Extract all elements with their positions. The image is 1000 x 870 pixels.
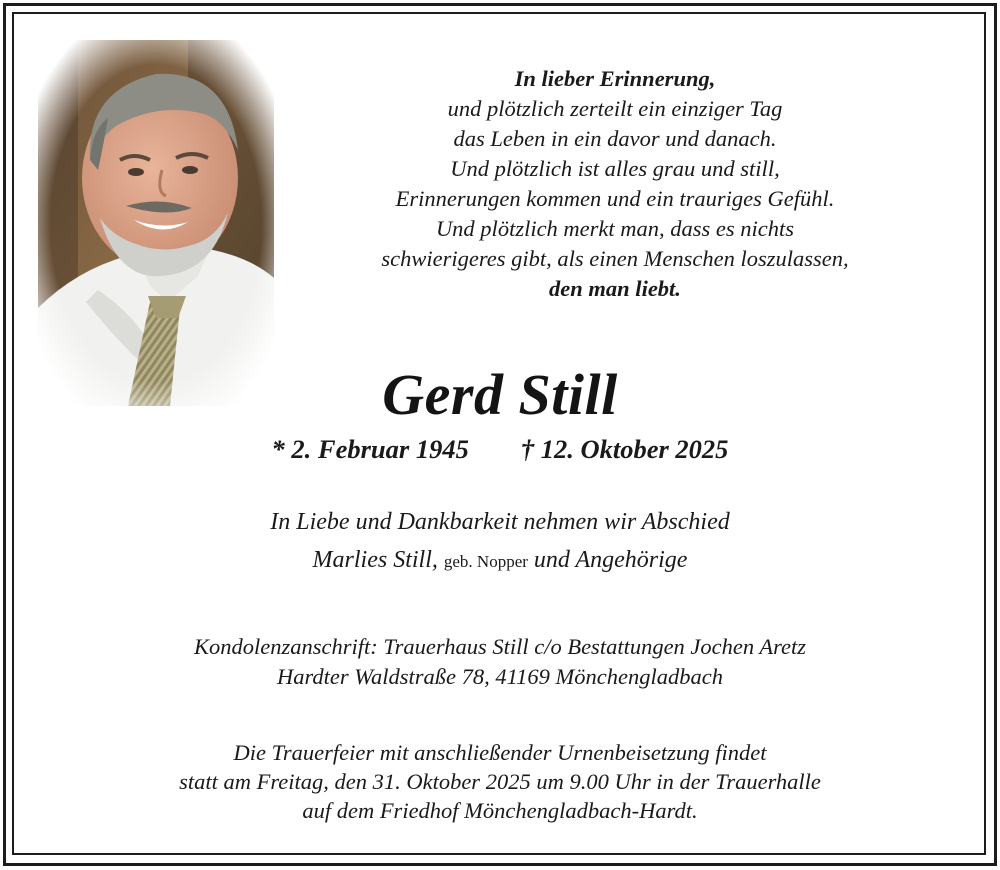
relatives-text: und Angehörige (533, 547, 688, 573)
poem-line: Und plötzlich ist alles grau und still, (450, 156, 780, 181)
poem-line: Und plötzlich merkt man, dass es nichts (435, 216, 795, 241)
poem-line: schwierigeres gibt, als einen Menschen loszulassen, (381, 246, 849, 271)
maiden-name: geb. Nopper (443, 552, 528, 571)
portrait-image (38, 40, 274, 406)
funeral-service-info (0, 738, 1000, 825)
farewell-section (0, 503, 1000, 581)
condolence-address (0, 632, 1000, 692)
farewell-line: In Liebe und Dankbarkeit nehmen wir Abschied (270, 509, 730, 535)
poem-closing: den man liebt. (549, 276, 681, 301)
poem-line: das Leben in ein davor und danach. (453, 126, 777, 151)
service-line: Die Trauerfeier mit anschließender Urnenbeisetzung findet (233, 740, 767, 765)
deceased-name: Gerd Still (382, 362, 618, 427)
mourners-line (0, 541, 1000, 581)
poem-line: und plötzlich zerteilt ein einziger Tag (447, 96, 783, 121)
poem-line: Erinnerungen kommen und ein trauriges Gefühl. (395, 186, 835, 211)
birth-date: * 2. Februar 1945 (271, 434, 469, 464)
poem-opening: In lieber Erinnerung, (514, 66, 716, 91)
condolence-line: Kondolenzanschrift: Trauerhaus Still c/o Bestattungen Jochen Aretz (193, 634, 807, 659)
service-line: statt am Freitag, den 31. Oktober 2025 um 9.00 Uhr in der Trauerhalle (179, 769, 821, 794)
life-dates (0, 430, 1000, 468)
address-line: Hardter Waldstraße 78, 41169 Mönchengladbach (276, 664, 723, 689)
mourner-name: Marlies Still, (312, 547, 438, 573)
service-line: auf dem Friedhof Mönchengladbach-Hardt. (302, 798, 698, 823)
memorial-poem (320, 64, 910, 304)
portrait-photo (38, 40, 274, 406)
death-date: † 12. Oktober 2025 (520, 434, 729, 464)
